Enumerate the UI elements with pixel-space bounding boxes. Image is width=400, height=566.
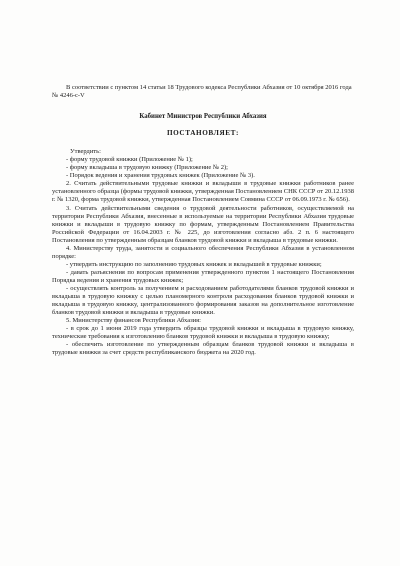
paragraph: 5. Министерству финансов Республики Абхазия: [66,317,201,325]
paragraph: - давать разъяснения по вопросам применения утвержденного пунктом 1 настоящего Постановления Порядка ведения и хранения трудовых книжек; [52,268,354,284]
paragraph: 2. Считать действительными трудовые книжки и вкладыши в трудовые книжки работников ранее установленного образца (формы трудовой книжки, утвержденная Постановлением СНК СССР от 20.12.1938 г. № 1320, форма трудовой книжки, утвержденная Постановлением Совмина СССР от 06.09.1973 г. № 656). [52,180,354,204]
paragraph: - в срок до 1 июня 2019 года утвердить образцы трудовой книжки и вкладыша в трудовую книжку, технические требования к изготовлению бланков трудовой книжки и вкладыша в трудовую книжку; [52,325,354,341]
paragraph: 3. Считать действительными сведения о трудовой деятельности работников, осуществляемой на территории Республики Абхазия, внесенные в используемые на территории Республики Абхазия трудовые книжки и вкладыши в трудовую книжку по формам, утвержденным Постановлением Правительства Российской Федерации от 16.04.2003 г. № 225, до изготовления согласно абз. 2 п. 6 настоящего Постановления по утвержденным образцам бланков трудовой книжки и вкладыша в трудовые книжки. [52,204,354,244]
document-body [52,84,354,357]
paragraph: - осуществлять контроль за получением и расходованием работодателями бланков трудовой книжки и вкладыша в трудовую книжку с целью планомерного контроля расходования бланков трудовой книжки и вкладыша в трудовую книжку, централизованного формирования заказов на дополнительное изготовление бланков трудовой книжки и вкладыша в трудовые книжки. [52,284,354,317]
decree-title: ПОСТАНОВЛЯЕТ: [166,129,240,138]
preamble: В соответствии с пунктом 14 статьи 18 Трудового кодекса Республики Абхазия от 10 октября 2016 года № 4246-с-V [52,84,352,100]
paragraph: 4. Министерству труда, занятости и социального обеспечения Республики Абхазия в установленном порядке: [52,244,354,260]
cabinet-title: Кабинет Министров Республики Абхазия [139,113,267,121]
paragraph: - утвердить инструкцию по заполнению трудовых книжек и вкладышей в трудовые книжки; [66,260,322,268]
paragraph: - Порядок ведения и хранения трудовых книжек (Приложение № 3). [66,172,255,180]
paragraph: - форму трудовой книжки (Приложение № 1); [66,156,193,164]
paragraph: - форму вкладыша в трудовую книжку (Приложение № 2); [66,164,228,172]
approve-label: Утвердить: [70,148,101,156]
paragraph: - обеспечить изготовление по утвержденным образцам бланков трудовой книжки и вкладыша в трудовые книжки за счет средств республиканского бюджета на 2020 год. [52,341,354,357]
